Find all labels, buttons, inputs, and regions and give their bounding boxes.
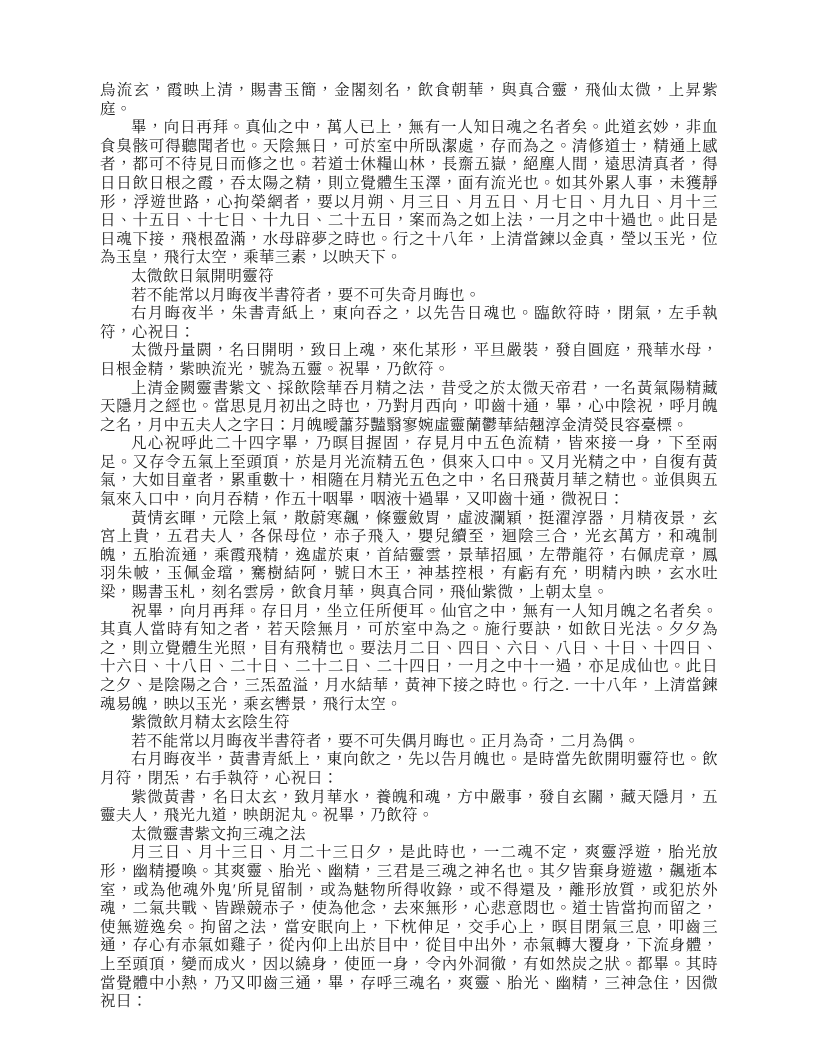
paragraph: 黃情玄暉，元陰上氣，散蔚寒飆，條靈斂胃，虛波瀾穎，挺濯淳器，月精夜景，玄宮上貴，五君夫人，各保母位，赤子飛入，嬰兒續至，迴陰三合，光玄萬方，和魂制魄，五胎流通，乘霞飛精，逸虛於東，首結靈雲，景華招風，左帶龍符，右佩虎章，鳳羽朱帔，玉佩金璫，騫樹結阿，號曰木王，神基控根，有虧有充，明精內映，玄水吐梁，賜書玉札，刻名雲房，飲食月華，與真合同，飛仙紫微，上朝太皇。: [100, 509, 718, 602]
paragraph: 月三日、月十三日、月二十三日夕，是此時也，一二魂不定，爽靈浮遊，胎光放形，幽精擾喚。其爽靈、胎光、幽精，三君是三魂之神名也。其夕皆棄身遊遨，飆逝本室，或為他魂外鬼′所見留制，或為魅物所得收錄，或不得還及，離形放質，或犯於外魂，二氣共戰、皆躁競赤子，使為他念，去來無形，心悲意悶也。道士皆當拘而留之，使無遊逸矣。拘留之法，當安眠向上，下枕伸足，交手心上，暝目閉氣三息，叩齒三通，存心有赤氣如雞子，從內仰上出於目中，從目中出外，赤氣轉大覆身，下流身體，上至頭頂，變而成火，因以繞身，使匝一身，令內外洞徹，有如然炭之狀。都畢。其時當覺體中小熱，乃又叩齒三通，畢，存呼三魂名，爽靈、胎光、幽精，三神急住，因微祝曰：: [100, 844, 718, 1011]
paragraph: 若不能常以月晦夜半書符者，要不可失奇月晦也。: [131, 286, 481, 304]
paragraph: 太微丹量閼，名曰開明，致日上魂，來化某形，平旦嚴裝，發自圓庭，飛華水母，日根金精，紫映流光，號為五靈。祝畢，乃飲符。: [100, 342, 718, 378]
paragraph: 右月晦夜半，朱書青紙上，東向吞之，以先告日魂也。臨飲符時，閉氣，左手執符，心祝曰：: [100, 305, 718, 341]
paragraph: 紫微飲月精太玄陰生符: [131, 714, 291, 732]
paragraph: 若不能常以月晦夜半書符者，要不可失偶月晦也。正月為奇，二月為偶。: [131, 732, 640, 750]
paragraph: 太微飲日氣開明靈符: [131, 267, 275, 285]
text-body: [100, 82, 718, 1012]
paragraph: 太微靈書紫文拘三魂之法: [131, 825, 306, 843]
paragraph: 右月晦夜半，黃書青紙上，東向飲之，先以告月魄也。是時當先飲開明靈符也。飲月符，閉炁，右手執符，心祝曰：: [100, 751, 718, 787]
paragraph: 烏流玄，霞映上清，賜書玉簡，金閣刻名，飲食朝華，與真合靈，飛仙太微，上昇紫庭。: [100, 82, 718, 118]
paragraph: 祝畢，向月再拜。存日月，坐立任所便耳。仙官之中，無有一人知月魄之名者矣。其真人當時有知之者，若天陰無月，可於室中為之。施行要訣，如飲日光法。夕夕為之，則立覺體生光照，目有飛精也。要法月二日、四日、六日、八日、十日、十四日、十六日、十八日、二十日、二十二日、二十四日，一月之中十一過，亦足成仙也。此日之夕、是陰陽之合，三炁盈溢，月水結華，黃神下接之時也。行之. 一十八年，上清當鍊魂易魄，映以玉光，乘玄轡景，飛行太空。: [100, 602, 718, 713]
paragraph: 紫微黃書，名曰太玄，致月華水，養魄和魂，方中嚴事，發自玄關，藏天隱月，五靈夫人，飛光九道，映朗泥丸。祝畢，乃飲符。: [100, 788, 718, 825]
paragraph: 凡心祝呼此二十四字畢，乃暝目握固，存見月中五色流精，皆來接一身，下至兩足。又存令五氣上至頭頂，於是月光流精五色，俱來入口中。又月光精之中，自復有黃氣，大如目童者，累重數十，相隨在月精光五色之中，名曰飛黃月華之精也。並俱與五氣來入口中，向月吞精，作五十咽畢，咽液十過畢，又叩齒十通，微祝曰：: [100, 435, 718, 509]
paragraph: 上清金闕靈書紫文、採飲陰華吞月精之法，昔受之於太微天帝君，一名黃氣陽精藏天隱月之經也。當思見月初出之時也，乃對月西向，叩齒十通，畢，心中陰祝，呼月魄之名，月中五夫人之字曰：月魄曖蕭芬豔翳寥婉虛靈蘭鬱華結翹淳金清熒艮容臺標。: [100, 379, 718, 434]
paragraph: 畢，向日再拜。真仙之中，萬人已上，無有一人知日魂之名者矣。此道玄妙，非血食臭骸可得聽聞者也。天陰無日，可於室中所臥潔處，存而為之。清修道士，精通上感者，都可不待見日而修之也。若道士休糧山林，長齋五嶽，絕塵人間，遠思清真者，得日日飲日根之霞，吞太陽之精，則立覺體生玉澤，面有流光也。如其外累人事，未獲靜形，浮遊世路，心拘榮網者，要以月朔、月三日、月五日、月七日、月九日、月十三日、十五日、十七日、十九日、二十五日，案而為之如上法，一月之中十過也。此日是日魂下接，飛根盈滿，水母辟夢之時也。行之十八年，上清當鍊以金真，瑩以玉光，位為玉皇，飛行太空，乘華三素，以映天下。: [100, 119, 718, 267]
